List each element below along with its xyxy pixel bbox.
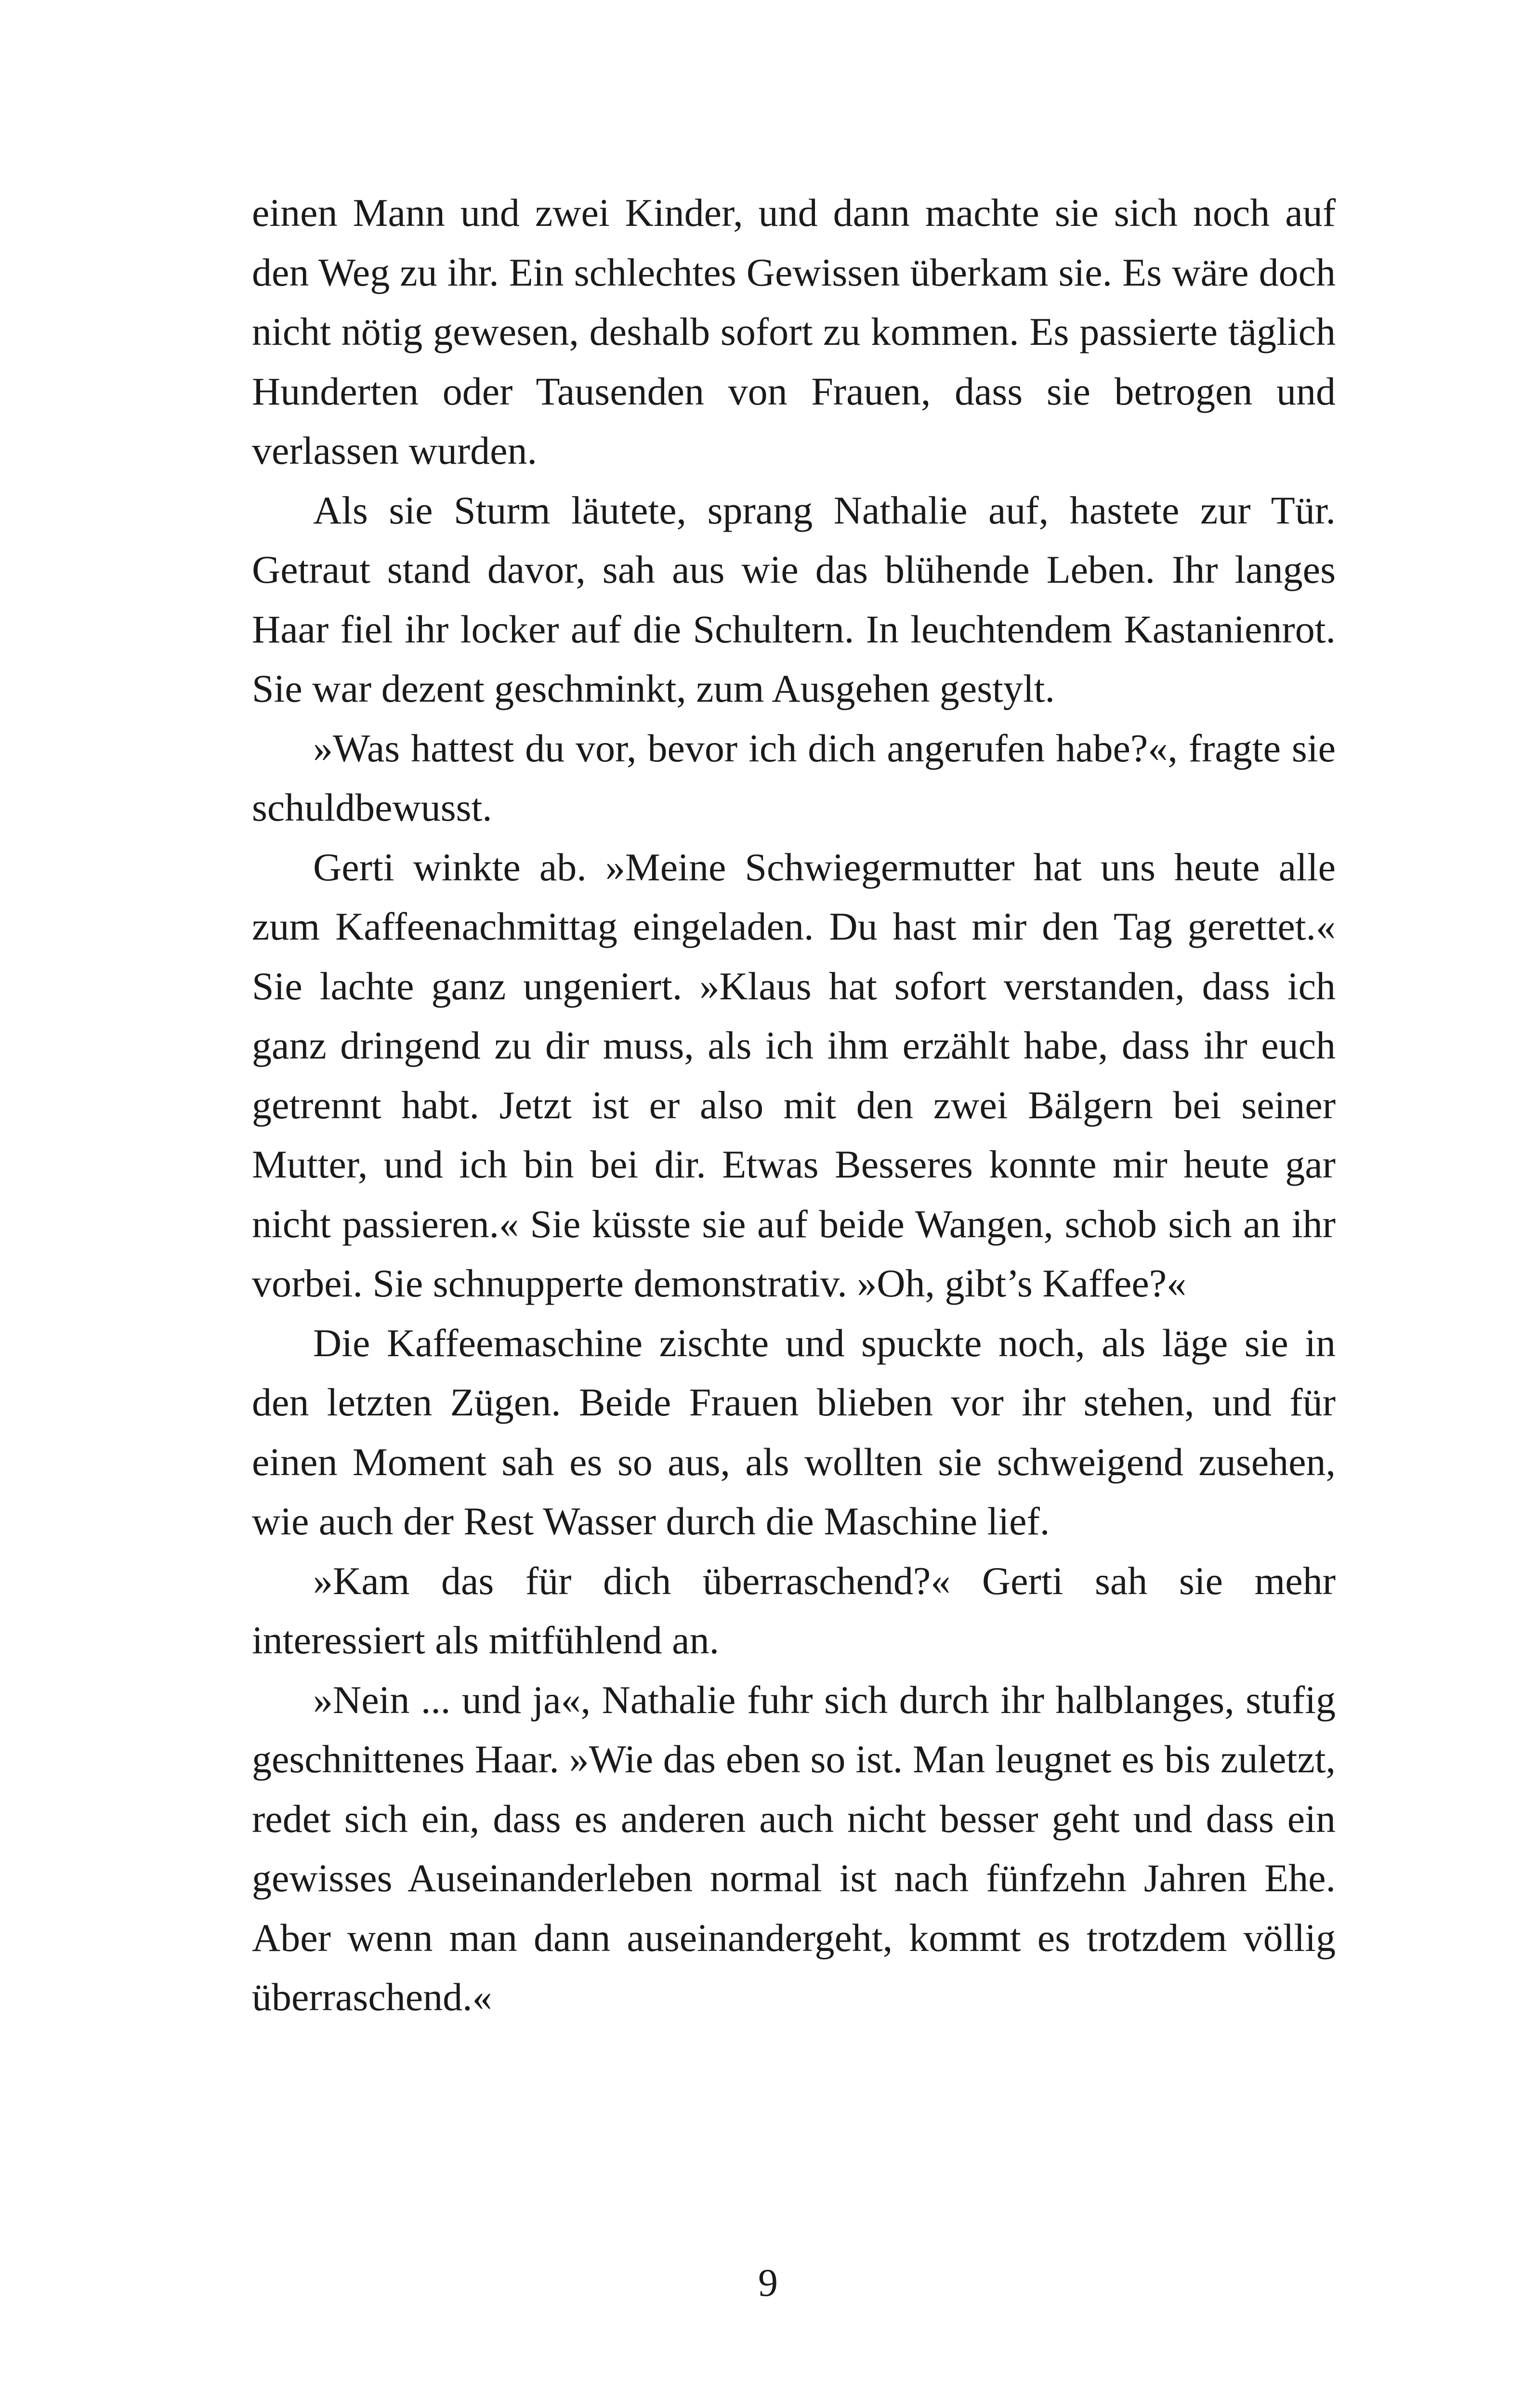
paragraph-1: einen Mann und zwei Kinder, und dann machte sie sich noch auf den Weg zu ihr. Ein schlechtes Gewissen überkam sie. Es wäre doch nicht nötig gewesen, deshalb sofort zu kommen. Es passierte täglich Hunderten oder Tausenden von Frauen, dass sie betrogen und verlassen wurden. <box>252 191 1336 472</box>
paragraph-4: Gerti winkte ab. »Meine Schwiegermutter hat uns heute alle zum Kaffeenachmittag eingeladen. Du hast mir den Tag gerettet.« Sie lachte ganz ungeniert. »Klaus hat sofort verstanden, dass ich ganz dringend zu dir muss, als ich ihm erzählt habe, dass ihr euch getrennt habt. Jetzt ist er also mit den zwei Bälgern bei seiner Mutter, und ich bin bei dir. Etwas Besseres konnte mir heute gar nicht passieren.« Sie küsste sie auf beide Wangen, schob sich an ihr vorbei. Sie schnupperte demonstrativ. »Oh, gibt’s Kaffee?« <box>252 845 1336 1305</box>
page-number: 9 <box>758 2261 778 2304</box>
body-text <box>252 183 1336 2027</box>
paragraph-3: »Was hattest du vor, bevor ich dich angerufen habe?«, fragte sie schuldbewusst. <box>252 726 1336 829</box>
paragraph-7: »Nein ... und ja«, Nathalie fuhr sich durch ihr halblanges, stufig geschnittenes Haar. »Wie das eben so ist. Man leugnet es bis zuletzt, redet sich ein, dass es anderen auch nicht besser geht und dass ein gewisses Auseinanderleben normal ist nach fünfzehn Jahren Ehe. Aber wenn man dann auseinandergeht, kommt es trotzdem völlig überraschend.« <box>252 1677 1336 2019</box>
paragraph-2: Als sie Sturm läutete, sprang Nathalie auf, hastete zur Tür. Getraut stand davor, sah aus wie das blühende Leben. Ihr langes Haar fiel ihr locker auf die Schultern. In leuchtendem Kastanienrot. Sie war dezent geschminkt, zum Ausgehen gestylt. <box>252 488 1336 710</box>
paragraph-5: Die Kaffeemaschine zischte und spuckte noch, als läge sie in den letzten Zügen. Beide Frauen blieben vor ihr stehen, und für einen Moment sah es so aus, als wollten sie schweigend zusehen, wie auch der Rest Wasser durch die Maschine lief. <box>252 1321 1336 1543</box>
paragraph-6: »Kam das für dich überraschend?« Gerti sah sie mehr interessiert als mitfühlend an. <box>252 1558 1336 1662</box>
